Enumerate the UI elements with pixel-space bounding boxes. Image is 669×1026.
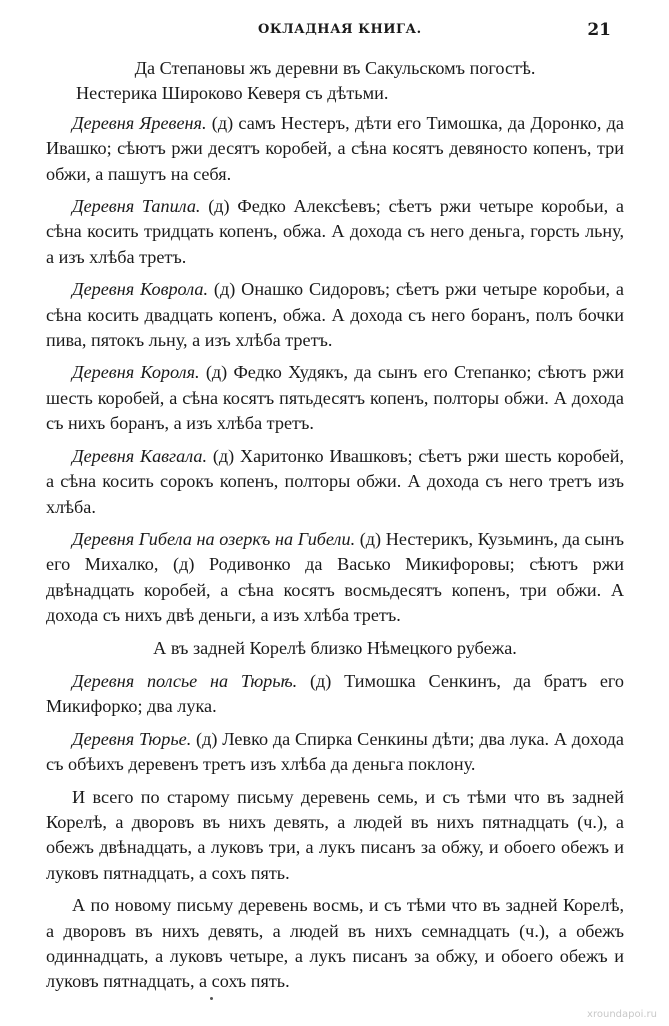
- village-name: Деревня Коврола.: [72, 279, 208, 300]
- village-name: Деревня Тапила.: [72, 196, 201, 217]
- ink-speck: [210, 997, 213, 1000]
- entry-text: (д) самъ Нестеръ, дѣти его Тимошка, да Доронко, да Ивашко; сѣютъ ржи десятъ коробей, а сѣна косятъ девяносто копенъ, три обжи, а пашутъ на себя.: [46, 112, 625, 184]
- village-name: Деревня Короля.: [72, 362, 200, 383]
- entry-paragraph: [46, 669, 624, 720]
- section-heading: Да Степановы жъ деревни въ Сакульскомъ погостѣ.: [134, 58, 536, 78]
- village-name: Деревня Тюрье.: [72, 728, 192, 749]
- entry-text: (д) Тимошка Сенкинъ, да братъ его Микифорко; два лука.: [46, 670, 624, 717]
- entry-text: (д) Федко Алексѣевъ; сѣетъ ржи четыре коробьи, а сѣна косить тридцать копенъ, обжа. А дохода съ него деньга, горсть льну, а изъ хлѣба третъ.: [46, 196, 624, 267]
- entry-paragraph: [46, 194, 624, 270]
- page-number: 21: [587, 20, 611, 40]
- village-name: Деревня Гибела на озеркъ на Гибели.: [72, 528, 356, 549]
- entry-paragraph: [46, 360, 624, 436]
- entry-paragraph: [46, 727, 624, 778]
- entry-paragraph: [46, 527, 624, 629]
- running-head-title: ОКЛАДНАЯ КНИГА.: [258, 22, 422, 37]
- entry-paragraph: [46, 277, 624, 353]
- region-heading: А въ задней Корелѣ близко Нѣмецкого рубежа.: [153, 637, 517, 658]
- entry-text: (д) Нестерикъ, Кузьминъ, да сынъ его Михалко, (д) Родивонко да Васько Микифоровы; сѣютъ ржи двѣнадцать коробей, а сѣна косятъ восмьдесятъ копенъ, три обжи. А дохода съ нихъ двѣ деньги, а изъ хлѣба третъ.: [46, 528, 624, 626]
- summary-paragraph: И всего по старому письму деревень семь, и съ тѣми что въ задней Корелѣ, а дворовъ въ нихъ девять, а людей въ нихъ пятнадцать (ч.), а обежъ двѣнадцать, а луковъ три, а лукъ писанъ за обжу, и обоего обежъ и луковъ пятнадцать, а сохъ пять.: [46, 786, 624, 883]
- page-body: [46, 56, 624, 1002]
- summary-paragraph: А по новому письму деревень восмь, и съ тѣми что въ задней Корелѣ, а дворовъ въ нихъ девять, а людей въ нихъ семнадцать (ч.), а обежъ одиннадцать, а луковъ четыре, а лукъ писанъ за обжу, и обоего обежъ и луковъ пятнадцать, а сохъ пять.: [46, 895, 624, 992]
- entry-paragraph: [46, 444, 624, 520]
- watermark: xroundapoi.ru: [587, 1009, 657, 1020]
- entry-paragraph: [46, 111, 624, 187]
- section-subheading: Нестерика Широково Кеверя съ дѣтьми.: [76, 83, 389, 104]
- entry-text: (д) Федко Худякъ, да сынъ его Степанко; сѣютъ ржи шесть коробей, а сѣна косятъ пятьдесятъ копенъ, полторы обжи. А дохода съ нихъ боранъ, а изъ хлѣба третъ.: [46, 362, 624, 434]
- entry-text: (д) Левко да Спирка Сенкины дѣти; два лука. А дохода съ обѣихъ деревенъ третъ изъ хлѣба да деньга поклону.: [46, 728, 624, 775]
- running-head: [60, 20, 611, 42]
- village-name: Деревня Кавгала.: [72, 445, 208, 466]
- village-name: Деревня Яревеня.: [72, 112, 207, 133]
- village-name: Деревня полсье на Тюрьѣ.: [72, 670, 298, 691]
- entry-text: (д) Харитонко Ивашковъ; сѣетъ ржи шесть коробей, а сѣна косить сорокъ копенъ, полторы обжи. А дохода съ него третъ изъ хлѣба.: [46, 445, 624, 517]
- entry-text: (д) Онашко Сидоровъ; сѣетъ ржи четыре коробьи, а сѣна косить двадцать копенъ, обжа. А дохода съ него боранъ, полъ бочки пива, пятокъ льну, а изъ хлѣба третъ.: [46, 279, 624, 351]
